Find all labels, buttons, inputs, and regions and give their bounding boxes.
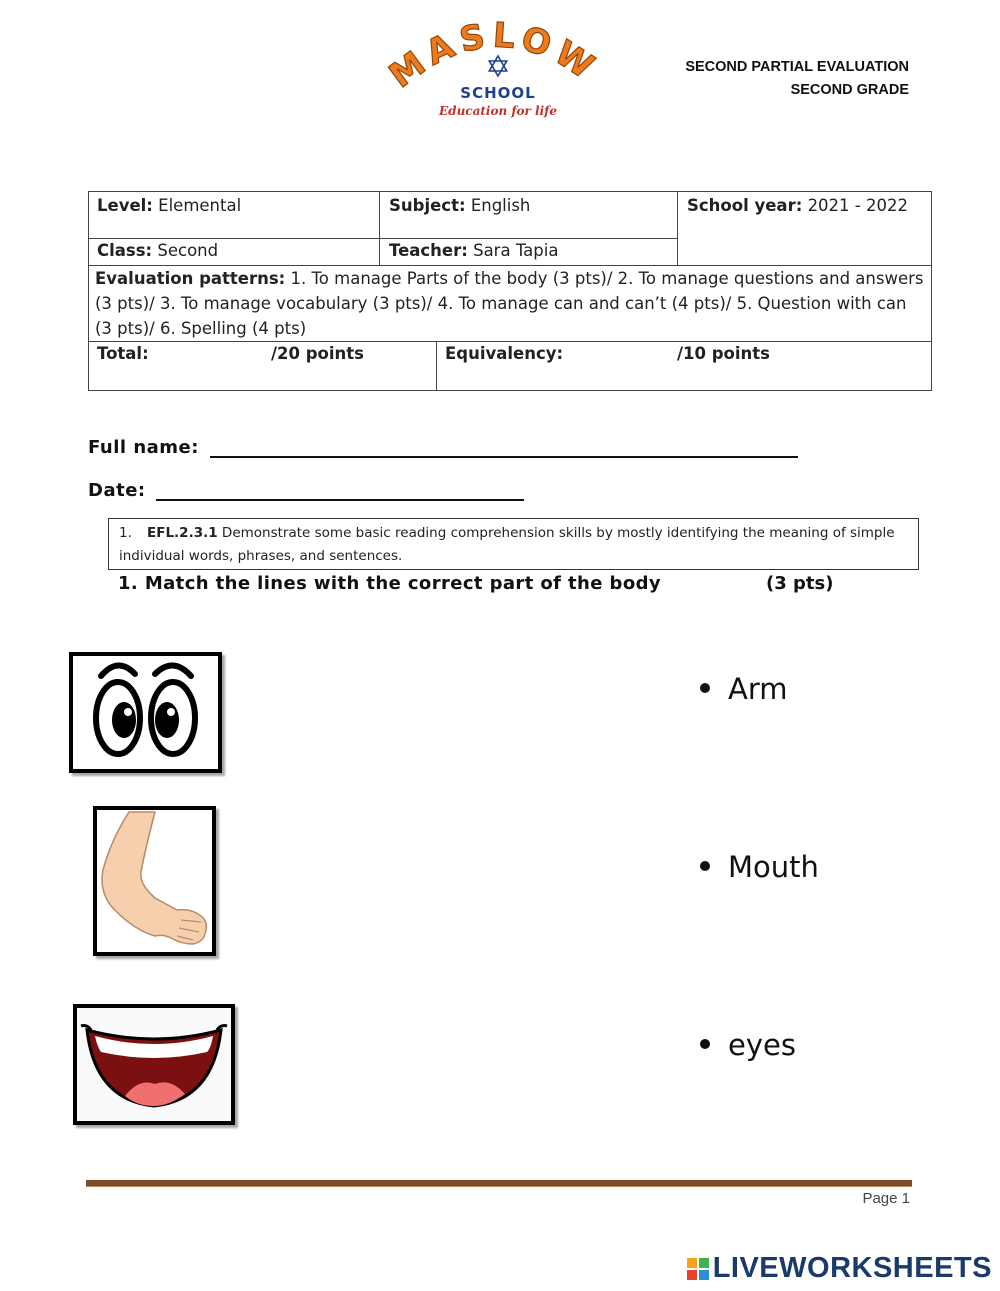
footer-divider	[86, 1180, 912, 1187]
school-year-value: 2021 - 2022	[807, 196, 908, 215]
page-number: Page 1	[862, 1190, 910, 1207]
level-label: Level:	[97, 196, 153, 215]
bullet-icon	[700, 683, 710, 693]
word-label: eyes	[728, 1028, 796, 1062]
class-cell	[89, 239, 379, 264]
logo-school: SCHOOL	[460, 84, 536, 102]
date-label: Date:	[88, 480, 146, 501]
eyes-picture[interactable]	[69, 652, 222, 773]
skill-text: Demonstrate some basic reading comprehension skills by mostly identifying the meaning of simple individual words, phrases, and sentences.	[119, 525, 895, 564]
evaluation-patterns-text: 1. To manage Parts of the body (3 pts)/ 2. To manage questions and answers (3 pts)/ 3. To manage vocabulary (3 pts)/ 4. To manage can and can’t (4 pts)/ 5. Question with can (3 pts)/ 6. Spelling (4 pts)	[95, 269, 924, 338]
teacher-value: Sara Tapia	[473, 241, 559, 260]
class-label: Class:	[97, 241, 153, 260]
subject-cell	[381, 192, 677, 219]
evaluation-title: SECOND PARTIAL EVALUATION	[685, 59, 909, 75]
liveworksheets-logo-icon	[687, 1258, 709, 1280]
liveworksheets-brand	[687, 1252, 992, 1285]
word-label: Mouth	[728, 850, 819, 884]
brand-name: LIVEWORKSHEETS	[712, 1252, 992, 1284]
subject-value: English	[470, 196, 531, 215]
logo-title: MASLOW	[382, 18, 606, 97]
evaluation-patterns	[89, 266, 933, 341]
class-value: Second	[157, 241, 219, 260]
school-year-label: School year:	[687, 196, 803, 215]
question-1-points: (3 pts)	[766, 573, 834, 594]
full-name-label: Full name:	[88, 437, 199, 458]
full-name-row	[88, 437, 798, 458]
bullet-icon	[700, 861, 710, 871]
subject-label: Subject:	[389, 196, 466, 215]
word-item-arm[interactable]	[700, 672, 788, 706]
date-input-line[interactable]	[156, 481, 524, 501]
arm-icon	[97, 810, 212, 952]
total-value: /20 points	[271, 344, 364, 363]
word-item-eyes[interactable]	[700, 1028, 796, 1062]
evaluation-patterns-label: Evaluation patterns:	[95, 269, 286, 288]
star-of-david-icon	[489, 56, 506, 76]
teacher-cell	[381, 239, 677, 264]
arm-picture[interactable]	[93, 806, 216, 956]
bullet-icon	[700, 1039, 710, 1049]
equivalency-label: Equivalency:	[445, 344, 564, 363]
date-row	[88, 480, 524, 501]
level-cell	[89, 192, 379, 219]
equivalency-cell	[437, 342, 932, 367]
word-label: Arm	[728, 672, 788, 706]
mouth-picture[interactable]	[73, 1004, 235, 1125]
eyes-icon	[73, 656, 218, 769]
question-1-title: 1. Match the lines with the correct part of the body	[118, 573, 662, 594]
equivalency-value: /10 points	[677, 344, 770, 363]
skill-code: EFL.2.3.1	[147, 525, 218, 541]
total-cell	[89, 342, 436, 367]
school-year-cell	[679, 192, 933, 219]
word-item-mouth[interactable]	[700, 850, 819, 884]
total-label: Total:	[97, 344, 149, 363]
mouth-icon	[77, 1008, 231, 1121]
skill-number: 1.	[119, 525, 132, 541]
school-logo	[376, 18, 620, 122]
info-table	[88, 191, 932, 391]
full-name-input-line[interactable]	[210, 438, 798, 458]
level-value: Elemental	[158, 196, 242, 215]
grade-title: SECOND GRADE	[790, 82, 909, 98]
teacher-label: Teacher:	[389, 241, 468, 260]
skill-box	[108, 518, 919, 570]
logo-tagline: Education for life	[439, 104, 557, 118]
